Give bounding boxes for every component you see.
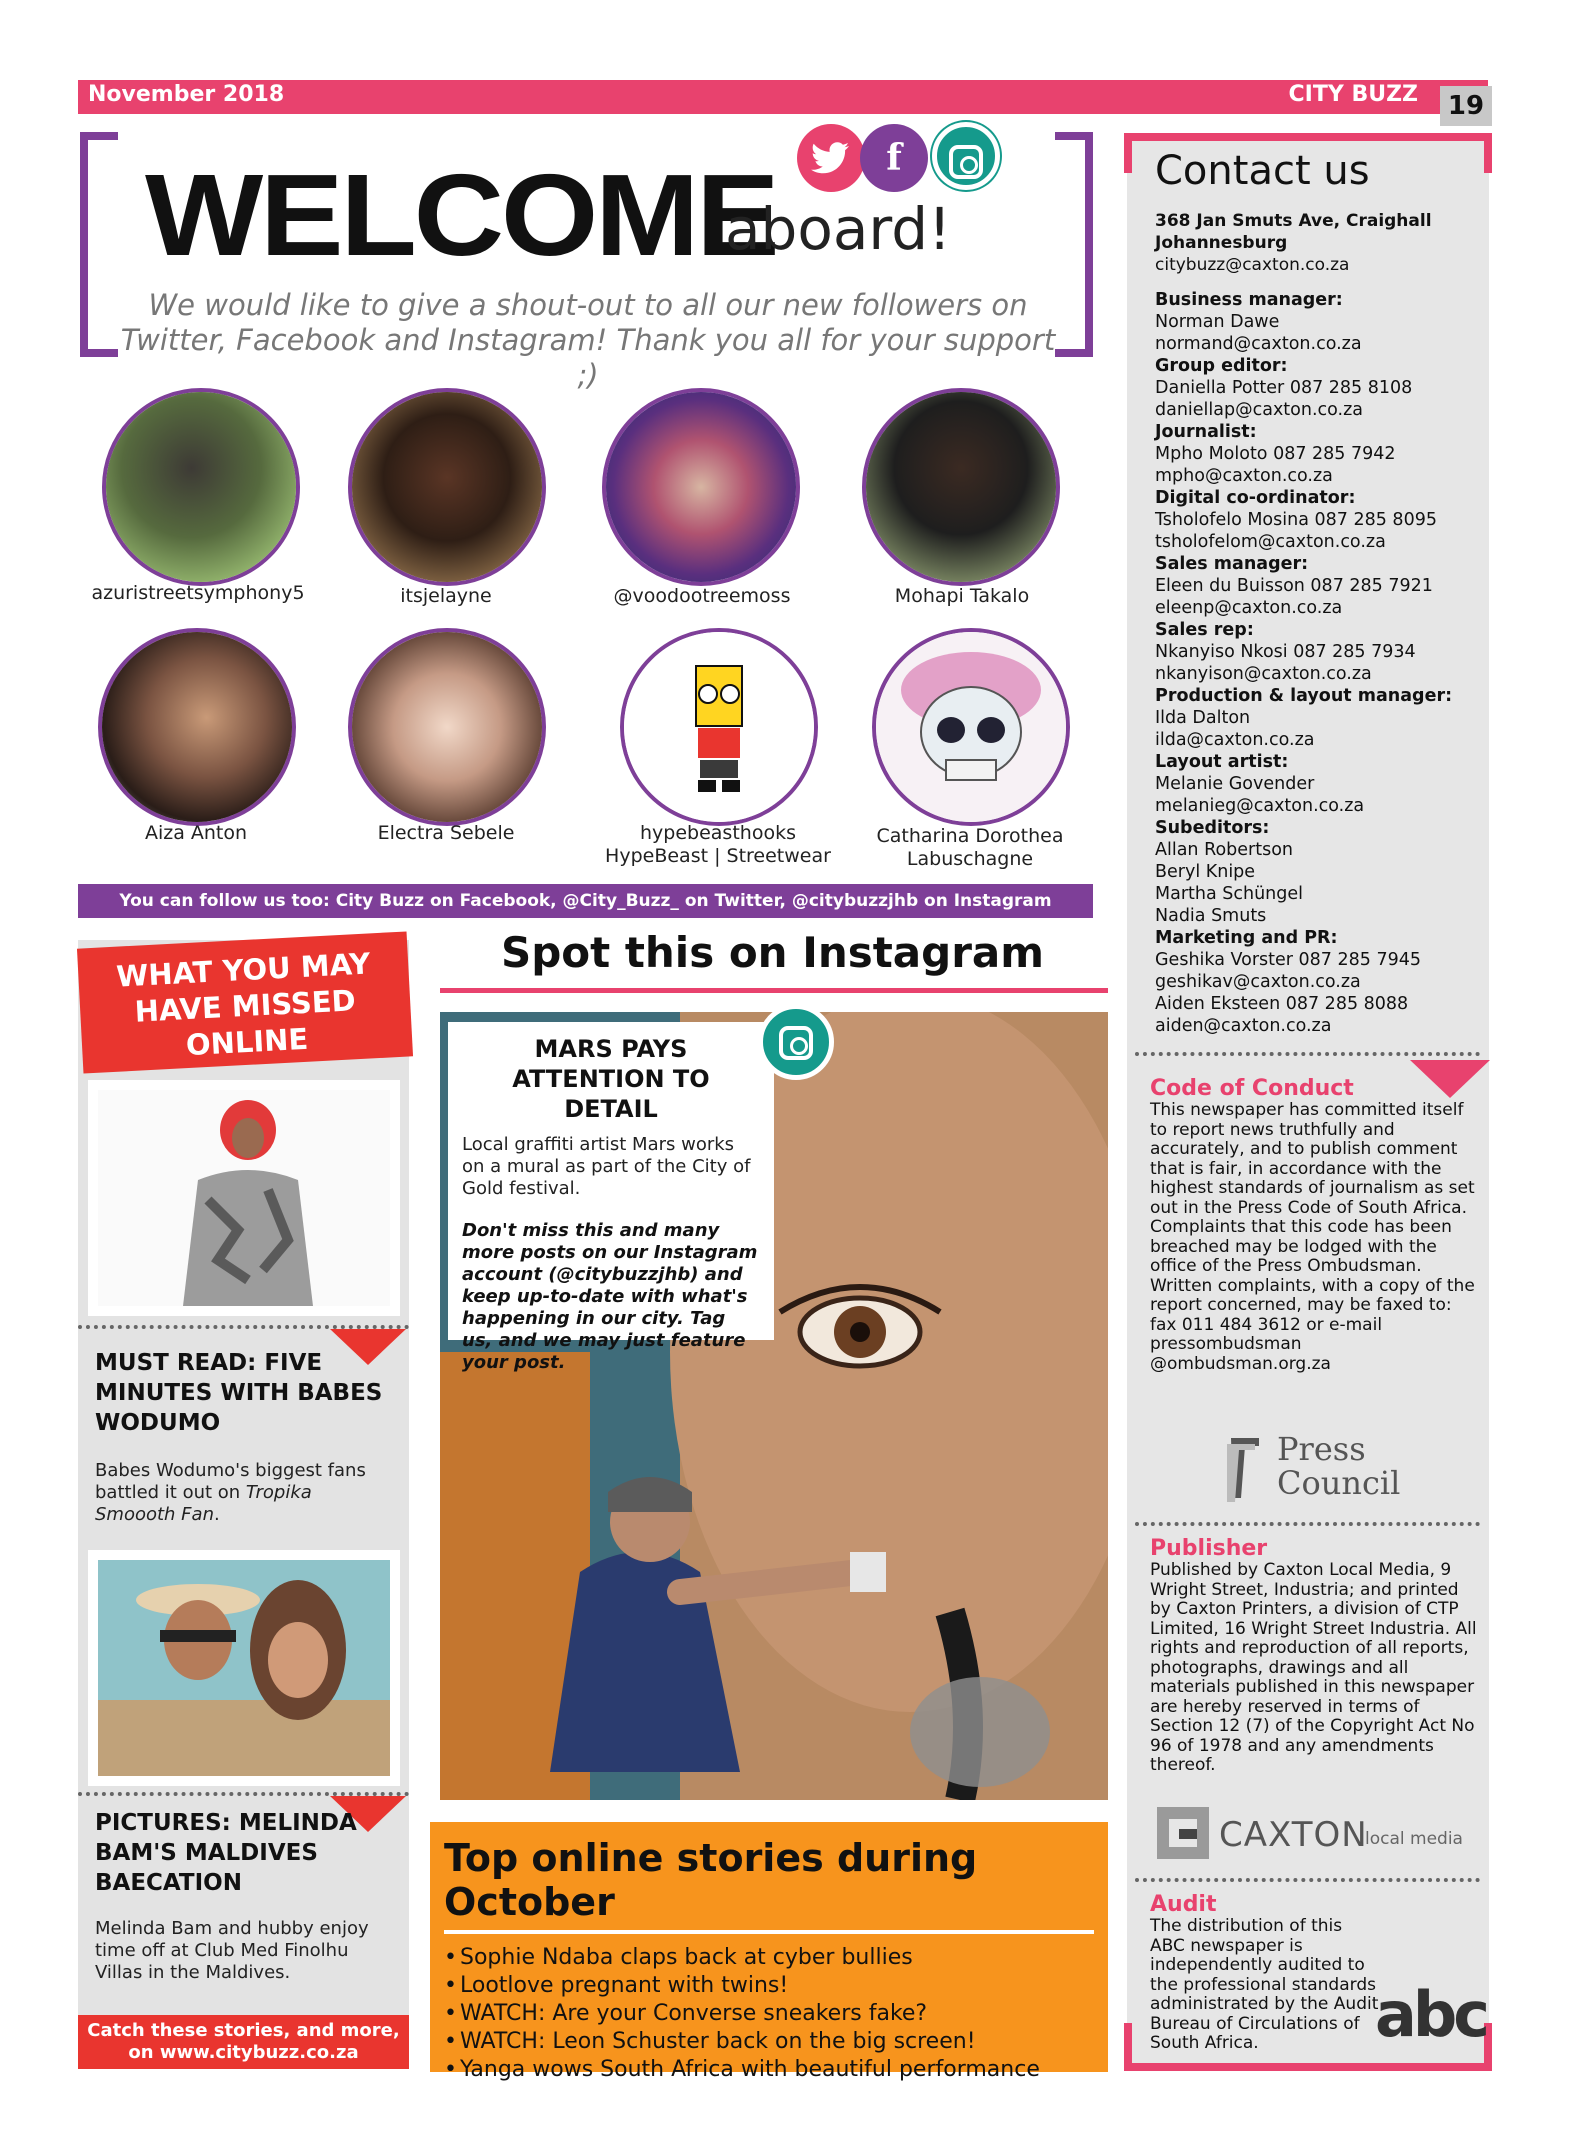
caxton-logo [1155, 1805, 1475, 1865]
column-frame [1484, 133, 1492, 173]
follower-name: Aiza Anton [144, 822, 248, 844]
paper-name: CITY BUZZ [1288, 82, 1418, 107]
staff-role: Marketing and PR: [1155, 928, 1338, 948]
staff-name: Norman Dawe [1155, 312, 1280, 332]
caption-text: Local graffiti artist Mars works on a mural as part of the City of Gold festival. [462, 1134, 751, 1199]
instagram-icon [758, 1004, 834, 1080]
section-title: Audit [1150, 1892, 1217, 1917]
story-headline[interactable]: PICTURES: MELINDA BAM'S MALDIVES BAECATION [95, 1810, 357, 1896]
section-text: This newspaper has committed itself to report news truthfully and accurately, and to publish comment that is fair, in accordance with the highest standards of journalism as set out in the Press Code of South Africa. Complaints that this code has been breached may be lodged with the office of the Press Ombudsman. Written complaints, with a copy of the report concerned, may be faxed to: fax 011 484 3612 or e-mail pressombudsman @ombudsman.org.za [1150, 1100, 1475, 1374]
staff-entry [1155, 817, 1475, 927]
section-text: Published by Caxton Local Media, 9 Wright Street, Industria; and printed by Caxton Printers, a division of CTP Limited, 16 Wright Street Industria. All rights and reproduction of all reports, photographs, drawings and all materials published in this newspaper are hereby reserved in terms of Section 12 (7) of the Copyright Act No 96 of 1978 and any amendments thereof. [1150, 1560, 1477, 1775]
staff-role: Production & layout manager: [1155, 686, 1453, 706]
story-headline[interactable]: MUST READ: FIVE MINUTES WITH BABES WODUMO [95, 1350, 383, 1436]
press-council-logo-text: Press Council [1277, 1430, 1401, 1502]
staff-name: Martha Schüngel [1155, 884, 1303, 904]
caxton-logo-text: CAXTON [1219, 1815, 1368, 1855]
section-title: Publisher [1150, 1536, 1268, 1561]
follower-avatar [620, 628, 818, 826]
top-stories-box [430, 1822, 1108, 2082]
section-title: Code of Conduct [1150, 1076, 1354, 1101]
column-frame [1124, 133, 1492, 141]
follower-avatar [348, 628, 546, 826]
page-header-bar [78, 80, 1488, 121]
staff-email[interactable]: tsholofelom@caxton.co.za [1155, 532, 1386, 552]
story-photo-melinda-bam [88, 1550, 400, 1786]
staff-entry [1155, 487, 1475, 553]
staff-role: Digital co-ordinator: [1155, 488, 1356, 508]
staff-name: Melanie Govender [1155, 774, 1315, 794]
section-rule [440, 988, 1108, 993]
list-item[interactable]: • WATCH: Leon Schuster back on the big screen! [444, 2028, 1094, 2056]
staff-name: Nkanyiso Nkosi 087 285 7934 [1155, 642, 1416, 662]
staff-entry [1155, 751, 1475, 817]
follower-name: Catharina Dorothea Labuschagne [876, 825, 1064, 870]
code-of-conduct [1150, 1076, 1480, 1374]
staff-name: Mpho Moloto 087 285 7942 [1155, 444, 1396, 464]
staff-role: Sales rep: [1155, 620, 1254, 640]
divider [1135, 1878, 1480, 1882]
story-photo-babes-wodumo [88, 1080, 400, 1316]
divider [1135, 1052, 1480, 1056]
follower-name: Electra Sebele [377, 822, 515, 844]
abc-logo-text: abc [1375, 1978, 1486, 2051]
staff-entry [1155, 421, 1475, 487]
address-line: Johannesburg [1155, 233, 1288, 253]
staff-entry [1155, 685, 1475, 751]
follower-name: hypebeasthooks HypeBeast | Streetwear [605, 822, 831, 867]
top-stories-title: Top online stories during October [444, 1836, 1094, 1934]
follower-avatar [102, 388, 300, 586]
page-number: 19 [1440, 86, 1492, 126]
column-frame [1124, 2063, 1492, 2071]
follower-avatar [872, 628, 1070, 826]
staff-entry [1155, 927, 1475, 1037]
column-frame [1124, 133, 1132, 173]
staff-entry [1155, 355, 1475, 421]
staff-role: Group editor: [1155, 356, 1288, 376]
staff-email[interactable]: geshikav@caxton.co.za [1155, 972, 1361, 992]
caption-call-to-action: Don't miss this and many more posts on our Instagram account (@citybuzzjhb) and keep up-to-date with what's happening in our city. Tag us, and we may just feature your post. [462, 1220, 758, 1373]
press-council-logo [1225, 1428, 1405, 1508]
staff-entry [1155, 289, 1475, 355]
catch-stories-link[interactable]: Catch these stories, and more, on www.citybuzz.co.za [78, 2015, 409, 2069]
staff-email[interactable]: aiden@caxton.co.za [1155, 1016, 1332, 1036]
follower-name: Mohapi Takalo [894, 585, 1030, 607]
twitter-icon [797, 124, 865, 192]
top-stories-list [444, 1944, 1094, 2084]
welcome-bracket-right [1055, 132, 1093, 357]
staff-role: Business manager: [1155, 290, 1343, 310]
staff-name: Ilda Dalton [1155, 708, 1251, 728]
follower-avatar [862, 388, 1060, 586]
caxton-logo-subtext: local media [1365, 1829, 1463, 1849]
staff-role: Subeditors: [1155, 818, 1270, 838]
caption-headline: MARS PAYS ATTENTION TO DETAIL [512, 1035, 710, 1123]
staff-entry [1155, 619, 1475, 685]
follower-avatar [348, 388, 546, 586]
welcome-subtitle: We would like to give a shout-out to all our new followers on Twitter, Facebook and Instagram! Thank you all for your support ;) [120, 288, 1056, 392]
staff-name: Geshika Vorster 087 285 7945 [1155, 950, 1421, 970]
staff-role: Sales manager: [1155, 554, 1309, 574]
address-line: 368 Jan Smuts Ave, Craighall [1155, 211, 1432, 231]
staff-name: Allan Robertson [1155, 840, 1294, 860]
welcome-title: WELCOME [145, 150, 777, 280]
staff-name: Daniella Potter 087 285 8108 [1155, 378, 1413, 398]
issue-date: November 2018 [88, 82, 285, 107]
staff-email[interactable]: normand@caxton.co.za [1155, 334, 1362, 354]
instagram-icon [932, 122, 1000, 190]
staff-name: Nadia Smuts [1155, 906, 1267, 926]
list-item[interactable]: • Lootlove pregnant with twins! [444, 1972, 1094, 2000]
welcome-bracket-left [80, 132, 118, 357]
missed-online-badge: WHAT YOU MAY HAVE MISSED ONLINE [77, 931, 413, 1073]
abc-logo [1375, 1978, 1486, 2051]
follower-name: @voodootreemoss [613, 585, 791, 607]
spot-instagram-title: Spot this on Instagram [500, 928, 1045, 977]
follow-us-banner: You can follow us too: City Buzz on Facebook, @City_Buzz_ on Twitter, @citybuzzjhb on Instagram [78, 884, 1093, 918]
staff-entry [1155, 553, 1475, 619]
list-item[interactable]: • WATCH: Are your Converse sneakers fake? [444, 2000, 1094, 2028]
audit-info [1150, 1892, 1380, 2054]
staff-name: Tsholofelo Mosina 087 285 8095 [1155, 510, 1437, 530]
list-item[interactable]: • Sophie Ndaba claps back at cyber bullies [444, 1944, 1094, 1972]
contact-address [1155, 210, 1432, 276]
staff-email[interactable]: eleenp@caxton.co.za [1155, 598, 1343, 618]
publisher-info [1150, 1536, 1480, 1776]
story-summary: Babes Wodumo's biggest fans battled it out on Tropika Smoooth Fan. [95, 1460, 366, 1525]
mars-caption-box [448, 1022, 774, 1373]
follower-name: azuristreetsymphony5 [91, 582, 305, 604]
staff-name: Eleen du Buisson 087 285 7921 [1155, 576, 1433, 596]
contact-title: Contact us [1155, 148, 1370, 194]
staff-email[interactable]: ilda@caxton.co.za [1155, 730, 1315, 750]
follower-name: itsjelayne [400, 585, 492, 607]
follower-avatar [98, 628, 296, 826]
column-frame [1124, 2023, 1132, 2071]
contact-email[interactable]: citybuzz@caxton.co.za [1155, 255, 1350, 275]
welcome-title-aboard: aboard! [725, 195, 952, 263]
staff-email[interactable]: nkanyison@caxton.co.za [1155, 664, 1372, 684]
staff-email[interactable]: daniellap@caxton.co.za [1155, 400, 1364, 420]
staff-email[interactable]: mpho@caxton.co.za [1155, 466, 1333, 486]
list-item[interactable]: • Yanga wows South Africa with beautiful performance [444, 2056, 1094, 2084]
staff-role: Layout artist: [1155, 752, 1289, 772]
divider [1135, 1522, 1480, 1526]
section-text: The distribution of this ABC newspaper is independently audited to the professional standards administrated by the Audit Bureau of Circulations of South Africa. [1150, 1916, 1379, 2053]
follower-avatar [602, 388, 800, 586]
staff-email[interactable]: melanieg@caxton.co.za [1155, 796, 1365, 816]
story-summary: Melinda Bam and hubby enjoy time off at Club Med Finolhu Villas in the Maldives. [95, 1918, 369, 1983]
facebook-icon: f [860, 124, 928, 192]
staff-role: Journalist: [1155, 422, 1257, 442]
staff-name: Beryl Knipe [1155, 862, 1256, 882]
staff-name: Aiden Eksteen 087 285 8088 [1155, 994, 1409, 1014]
